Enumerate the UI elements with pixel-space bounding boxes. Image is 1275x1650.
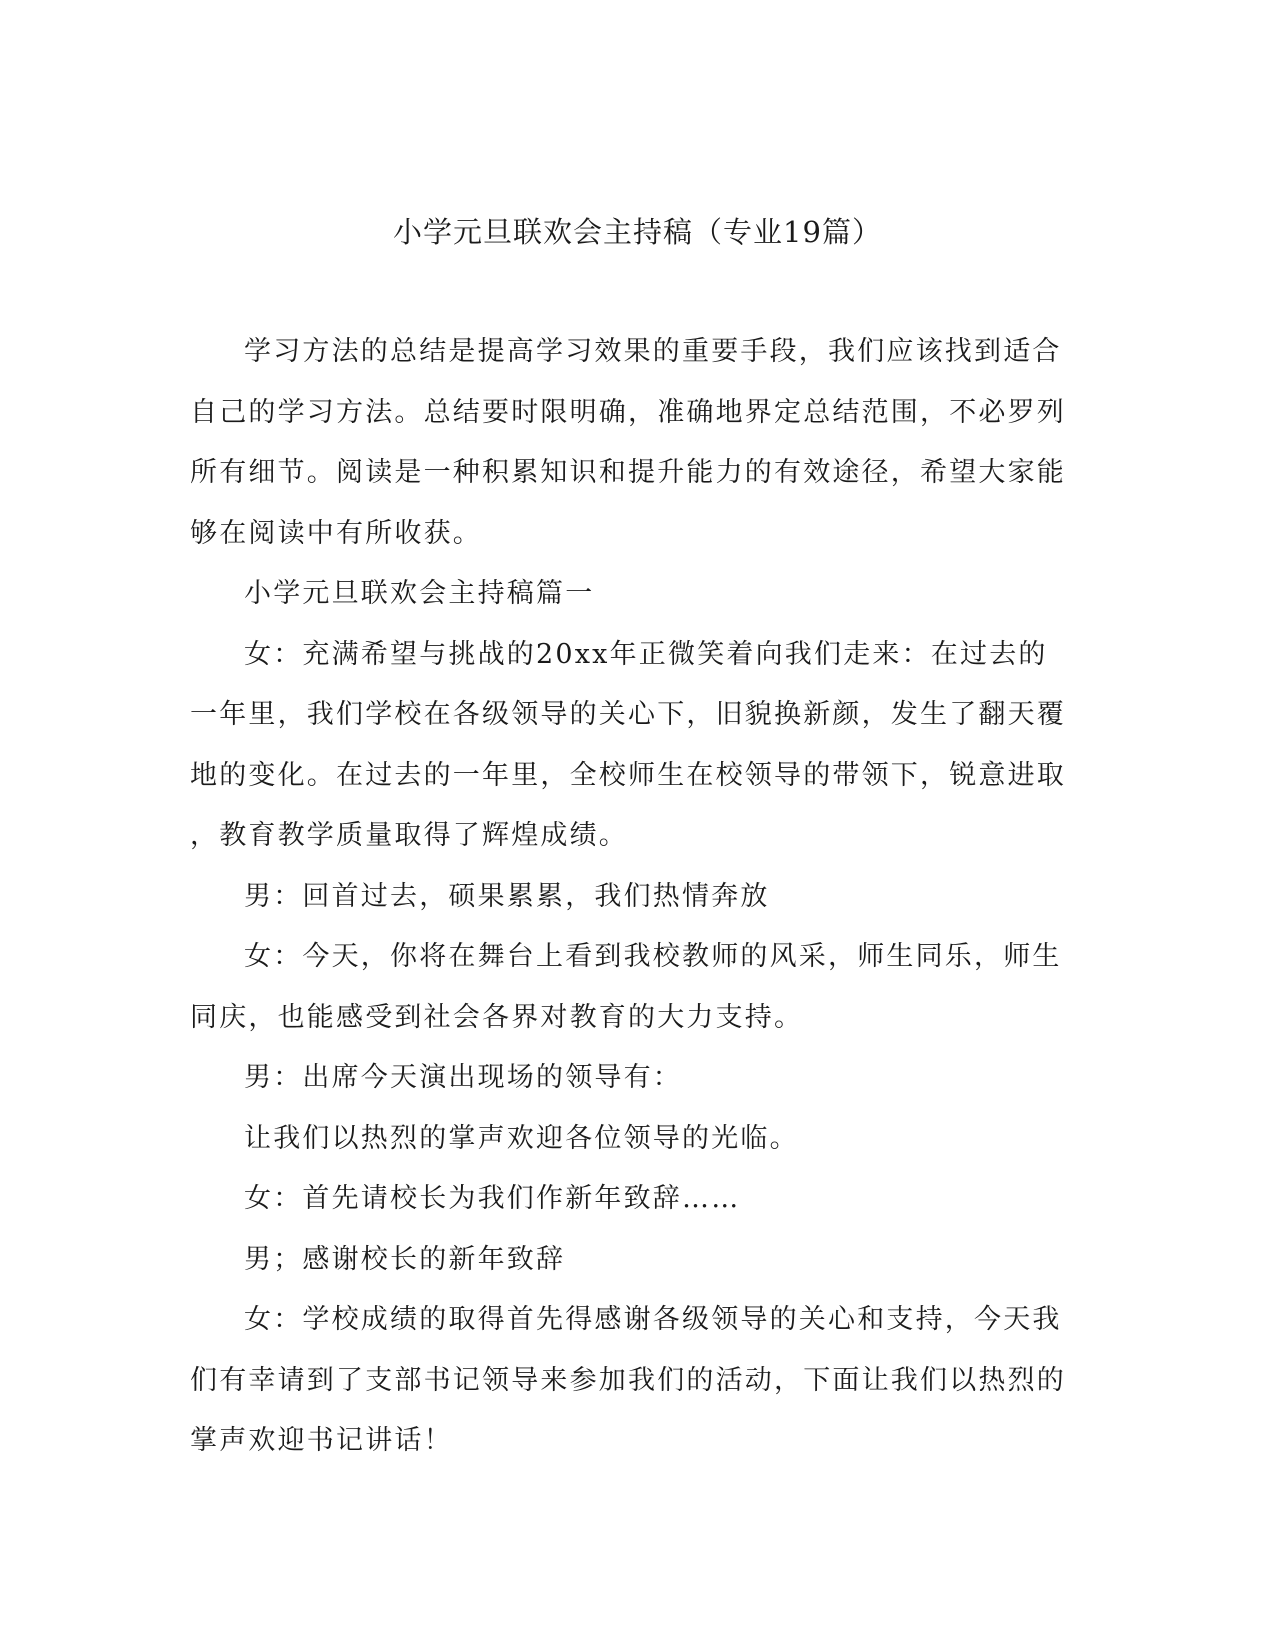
paragraph (190, 1048, 1080, 1109)
paragraph-line: 地的变化。在过去的一年里，全校师生在校领导的带领下，锐意进取 (190, 759, 1066, 791)
paragraph-line: 让我们以热烈的掌声欢迎各位领导的光临。 (244, 1122, 799, 1154)
paragraph-line: 男：回首过去，硕果累累，我们热情奔放 (244, 880, 770, 912)
paragraph-line: 小学元旦联欢会主持稿篇一 (244, 578, 595, 609)
paragraph-line: 一年里，我们学校在各级领导的关心下，旧貌换新颜，发生了翻天覆 (190, 699, 1066, 730)
paragraph-line: 男；感谢校长的新年致辞 (244, 1243, 566, 1275)
paragraph (190, 625, 1080, 867)
paragraph (190, 1169, 1080, 1230)
paragraph-line: 掌声欢迎书记讲话！ (190, 1425, 453, 1456)
paragraph-line: 女：学校成绩的取得首先得感谢各级领导的关心和支持，今天我 (244, 1304, 1062, 1335)
paragraph (190, 564, 1080, 625)
paragraph-line: 所有细节。阅读是一种积累知识和提升能力的有效途径，希望大家能 (190, 457, 1066, 488)
paragraph-line: 女：首先请校长为我们作新年致辞…… (244, 1183, 741, 1214)
document-title: 小学元旦联欢会主持稿（专业19篇） (393, 215, 882, 249)
document-body (190, 322, 1080, 1472)
paragraph-line: 学习方法的总结是提高学习效果的重要手段，我们应该找到适合 (244, 336, 1062, 367)
paragraph-line: 够在阅读中有所收获。 (190, 517, 482, 549)
paragraph-line: 女：充满希望与挑战的20xx年正微笑着向我们走来：在过去的 (244, 638, 1048, 670)
paragraph-line: 们有幸请到了支部书记领导来参加我们的活动，下面让我们以热烈的 (190, 1364, 1066, 1396)
paragraph (190, 1290, 1080, 1472)
paragraph (190, 1109, 1080, 1170)
paragraph-line: 同庆，也能感受到社会各界对教育的大力支持。 (190, 1001, 804, 1033)
paragraph (190, 322, 1080, 564)
paragraph-line: 女：今天，你将在舞台上看到我校教师的风采，师生同乐，师生 (244, 941, 1062, 972)
paragraph (190, 927, 1080, 1048)
paragraph-line: 自己的学习方法。总结要时限明确，准确地界定总结范围，不必罗列 (190, 396, 1066, 428)
paragraph-line: 男：出席今天演出现场的领导有： (244, 1062, 682, 1093)
paragraph (190, 867, 1080, 928)
paragraph (190, 1230, 1080, 1291)
paragraph-line: ，教育教学质量取得了辉煌成绩。 (190, 820, 628, 851)
